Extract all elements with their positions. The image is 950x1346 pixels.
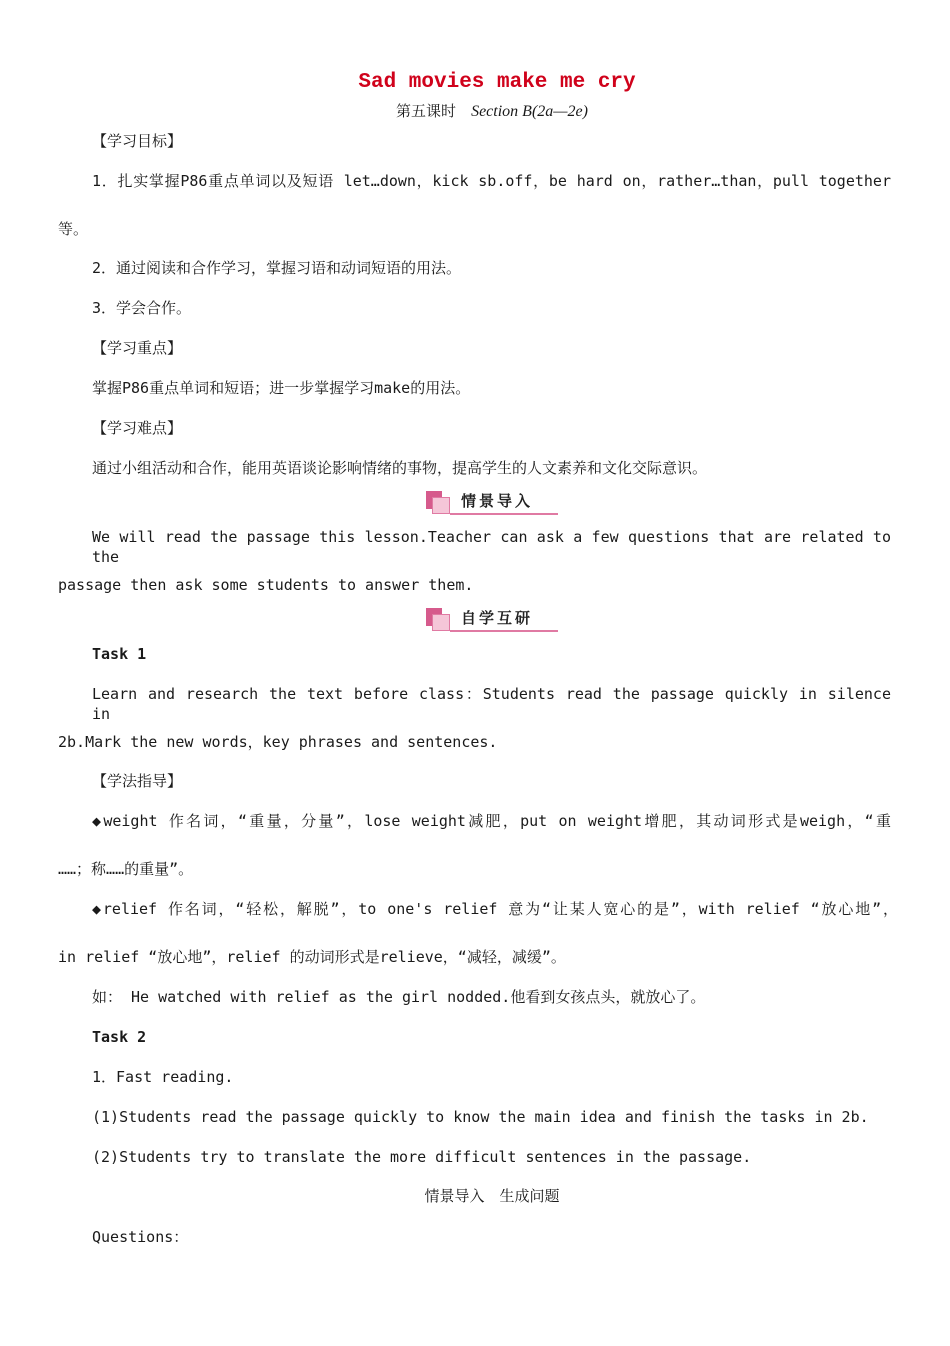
banner-label: 自学互研	[461, 609, 534, 627]
task2-item-1: 1．Fast reading.	[92, 1068, 234, 1086]
section-subheading: 情景导入 生成问题	[424, 1187, 560, 1205]
banner-square-overlay-icon	[432, 614, 450, 631]
banner-self-study	[426, 607, 558, 633]
method-relief-line-1: ◆relief 作名词，“轻松，解脱”，to one's relief 意为“让某人宽心的是”，with relief “放心地”，	[92, 900, 898, 918]
intro-line-1: We will read the passage this lesson.Teacher can ask a few questions that are related to the	[92, 528, 891, 566]
method-relief-line-2: in relief “放心地”，relief 的动词形式是relieve，“减轻，减缓”。	[58, 948, 566, 966]
lesson-label: 第五课时	[396, 102, 457, 120]
key-points-text: 掌握P86重点单词和短语；进一步掌握学习make的用法。	[92, 379, 471, 397]
method-weight-line-2: ……；称……的重量”。	[58, 860, 194, 878]
task1-heading: Task 1	[92, 645, 147, 663]
difficulties-heading: 【学习难点】	[92, 419, 183, 437]
key-points-heading: 【学习重点】	[92, 339, 183, 357]
section-label: Section B(2a—2e)	[471, 103, 588, 120]
banner-scenario-intro	[426, 490, 558, 516]
questions-label: Questions：	[92, 1228, 189, 1246]
task2-sub-1: (1)Students read the passage quickly to know the main idea and finish the tasks in 2b.	[92, 1108, 869, 1126]
lesson-subtitle	[0, 101, 950, 122]
banner-label: 情景导入	[461, 492, 534, 510]
goal-item-3: 3．学会合作。	[92, 299, 192, 317]
method-example: 如： He watched with relief as the girl nodded.他看到女孩点头，就放心了。	[92, 988, 706, 1006]
goal-item-1-line-2: 等。	[58, 220, 89, 238]
task2-sub-2: (2)Students try to translate the more difficult sentences in the passage.	[92, 1148, 752, 1166]
banner-square-overlay-icon	[432, 497, 450, 514]
intro-line-2: passage then ask some students to answer them.	[58, 576, 474, 594]
task1-line-1: Learn and research the text before class：Students read the passage quickly in silence in	[92, 685, 891, 723]
task1-line-2: 2b.Mark the new words，key phrases and sentences.	[58, 733, 498, 751]
goals-heading: 【学习目标】	[92, 132, 183, 150]
difficulties-text: 通过小组活动和合作，能用英语谈论影响情绪的事物，提高学生的人文素养和文化交际意识。	[92, 459, 708, 477]
goal-item-2: 2．通过阅读和合作学习，掌握习语和动词短语的用法。	[92, 259, 462, 277]
method-heading: 【学法指导】	[92, 772, 183, 790]
page-title: Sad movies make me cry	[358, 71, 636, 94]
task2-heading: Task 2	[92, 1028, 147, 1046]
method-weight-line-1: ◆weight 作名词，“重量，分量”，lose weight减肥，put on weight增肥，其动词形式是weigh，“重	[92, 812, 891, 830]
goal-item-1-line-1: 1．扎实掌握P86重点单词以及短语 let…down，kick sb.off，be hard on，rather…than，pull together	[92, 172, 891, 190]
